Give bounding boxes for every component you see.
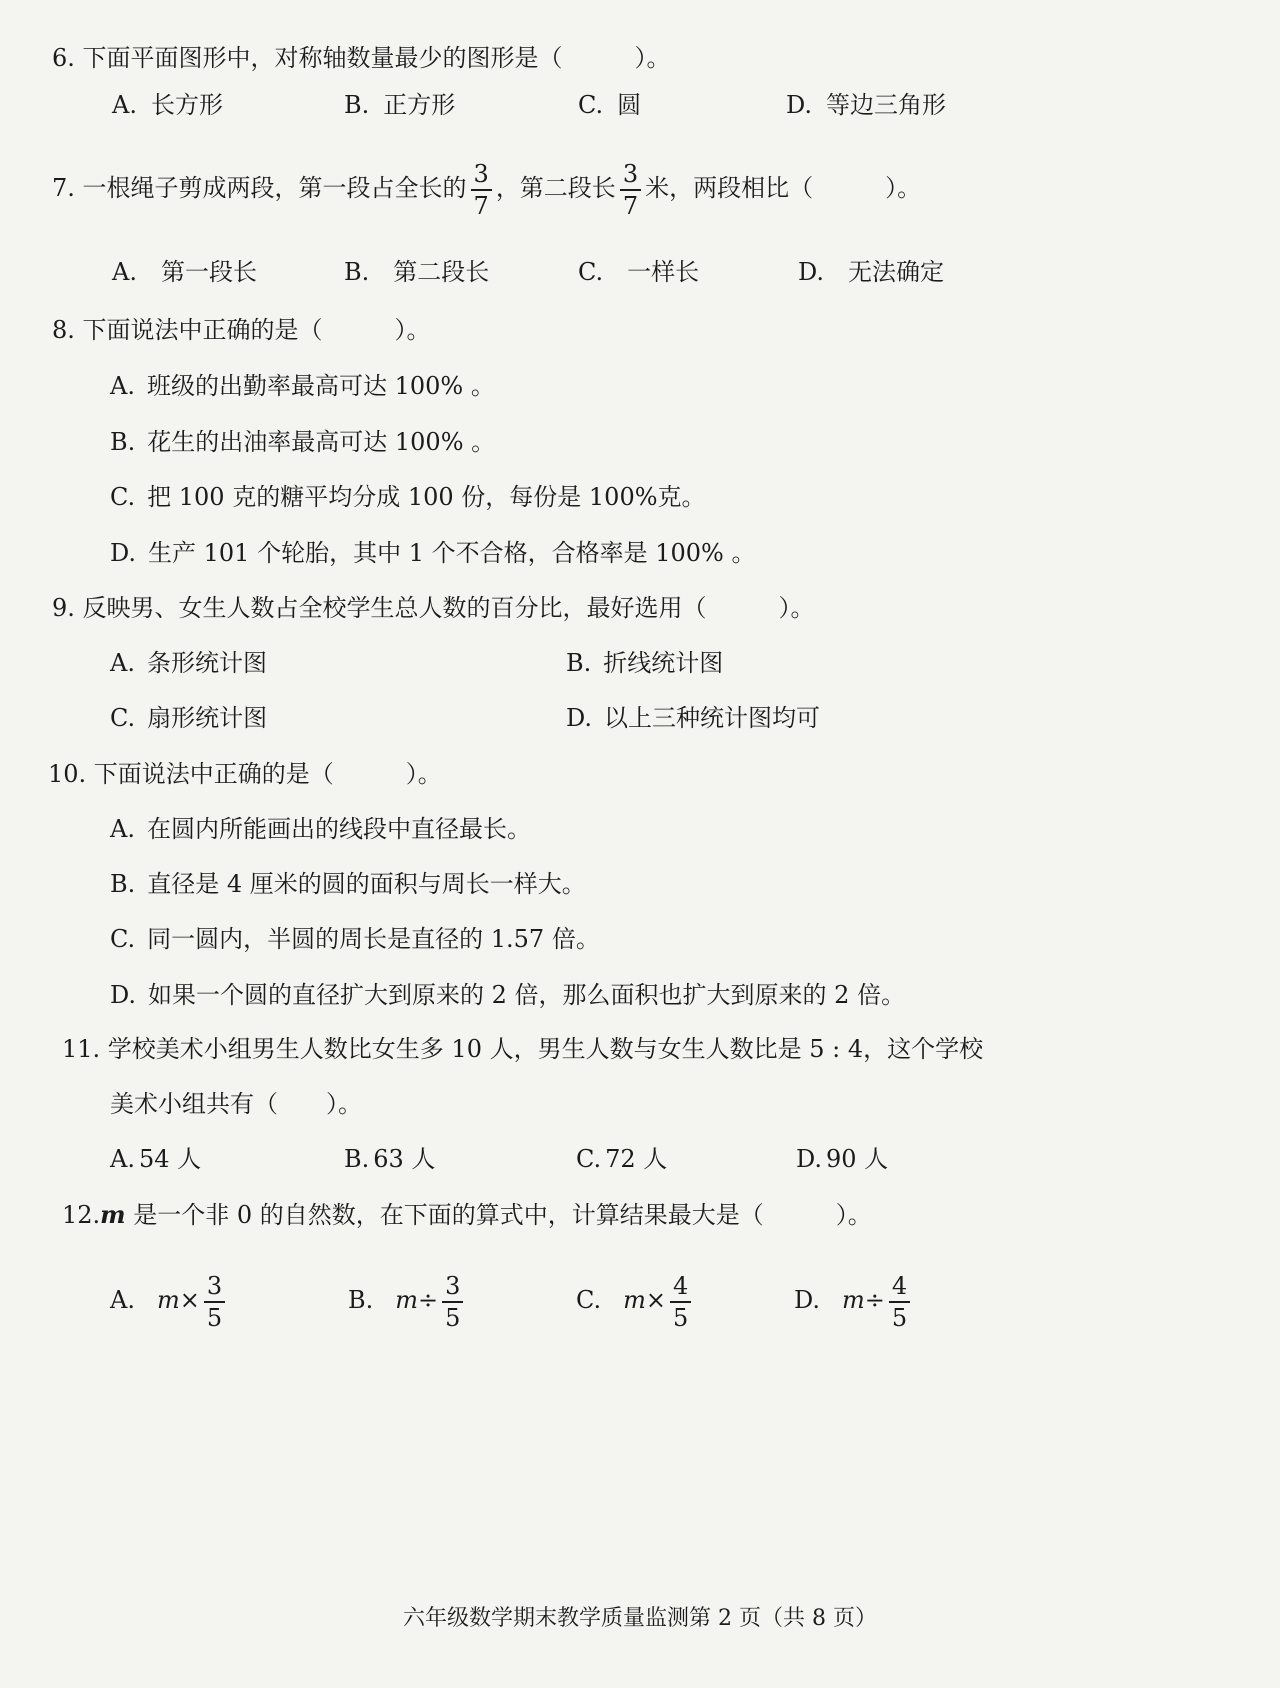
option-text: 长方形 xyxy=(150,91,223,119)
option-label: D. xyxy=(794,1286,821,1314)
question-7-stem-part-2: ，第二段长 xyxy=(495,174,616,202)
option-operator: ÷ xyxy=(864,1286,885,1314)
question-6-option-d xyxy=(786,89,946,121)
option-text: 等边三角形 xyxy=(826,91,947,119)
option-label: A. xyxy=(110,815,135,843)
question-11-option-b xyxy=(344,1143,435,1175)
option-text: 63 人 xyxy=(373,1145,436,1173)
option-label: B. xyxy=(344,258,370,286)
option-variable: m xyxy=(156,1286,180,1314)
question-12-stem-text: 是一个非 0 的自然数，在下面的算式中，计算结果最大是（ ）。 xyxy=(125,1201,872,1229)
option-label: B. xyxy=(344,1145,370,1173)
question-10-stem: 10. 下面说法中正确的是（ ）。 xyxy=(48,760,442,788)
option-text: 第二段长 xyxy=(393,258,490,286)
option-label: C. xyxy=(110,483,136,511)
option-operator: × xyxy=(645,1286,667,1314)
fraction-denominator: 5 xyxy=(673,1303,689,1332)
option-variable: m xyxy=(395,1286,419,1314)
question-12-option-a xyxy=(110,1268,229,1333)
question-11-stem-line-1: 11. 学校美术小组男生人数比女生多 10 人，男生人数与女生人数比是 5 : 4，这个学校 xyxy=(62,1035,984,1063)
question-6-stem: 6. 下面平面图形中，对称轴数量最少的图形是（ ）。 xyxy=(52,44,671,72)
option-label: C. xyxy=(578,258,604,286)
question-10-option-c xyxy=(110,923,600,955)
question-11-stem-line-2: 美术小组共有（ ）。 xyxy=(110,1090,362,1118)
option-operator: ÷ xyxy=(418,1286,439,1314)
question-7-fraction-2 xyxy=(620,159,641,221)
option-label: C. xyxy=(110,704,136,732)
option-text: 如果一个圆的直径扩大到原来的 2 倍，那么面积也扩大到原来的 2 倍。 xyxy=(148,981,906,1009)
option-label: A. xyxy=(112,91,137,119)
option-fraction xyxy=(889,1271,910,1333)
question-7-stem-part-3: 米，两段相比（ ）。 xyxy=(645,174,922,202)
question-7-options xyxy=(0,256,1280,288)
fraction-denominator: 7 xyxy=(622,191,639,220)
option-label: B. xyxy=(566,649,592,677)
question-12-option-b xyxy=(348,1268,467,1333)
option-label: A. xyxy=(110,649,135,677)
question-12-option-d xyxy=(794,1268,914,1333)
question-7-option-b xyxy=(344,256,489,288)
question-9-option-c xyxy=(110,702,267,734)
option-label: B. xyxy=(110,870,136,898)
fraction-denominator: 5 xyxy=(445,1303,461,1332)
question-6-option-a xyxy=(112,89,223,121)
fraction-denominator: 7 xyxy=(473,191,489,220)
question-7-option-d xyxy=(798,256,944,288)
question-10-option-d xyxy=(110,979,905,1011)
question-9-option-b xyxy=(566,647,723,679)
option-fraction xyxy=(204,1271,225,1333)
question-12-stem xyxy=(62,1199,872,1231)
question-9-stem: 9. 反映男、女生人数占全校学生总人数的百分比，最好选用（ ）。 xyxy=(52,594,815,622)
option-text: 72 人 xyxy=(605,1145,668,1173)
question-7-fraction-1 xyxy=(471,159,492,221)
fraction-numerator: 4 xyxy=(889,1271,910,1303)
option-text: 生产 101 个轮胎，其中 1 个不合格，合格率是 100% 。 xyxy=(148,539,756,567)
option-text: 同一圆内，半圆的周长是直径的 1.57 倍。 xyxy=(147,925,600,953)
fraction-denominator: 5 xyxy=(206,1303,223,1332)
option-text: 把 100 克的糖平均分成 100 份，每份是 100%克。 xyxy=(147,483,706,511)
option-label: A. xyxy=(110,1286,135,1314)
option-text: 以上三种统计图均可 xyxy=(604,704,821,732)
option-fraction xyxy=(442,1271,463,1333)
question-6-option-b xyxy=(344,89,455,121)
option-label: B. xyxy=(348,1286,374,1314)
option-label: A. xyxy=(110,1145,135,1173)
option-text: 花生的出油率最高可达 100% 。 xyxy=(147,428,496,456)
option-label: B. xyxy=(344,91,370,119)
option-fraction xyxy=(670,1271,691,1333)
option-label: D. xyxy=(110,981,137,1009)
option-label: D. xyxy=(110,539,137,567)
question-6-option-c xyxy=(578,89,641,121)
page-footer: 六年级数学期末教学质量监测第 2 页（共 8 页） xyxy=(403,1606,877,1631)
option-text: 班级的出勤率最高可达 100% 。 xyxy=(146,372,495,400)
question-7-stem xyxy=(52,156,921,221)
option-text: 在圆内所能画出的线段中直径最长。 xyxy=(146,815,531,843)
question-7-option-c xyxy=(578,256,699,288)
question-6-options xyxy=(0,89,1280,121)
question-10-option-a xyxy=(110,813,531,845)
question-9-option-a xyxy=(110,647,267,679)
option-text: 一样长 xyxy=(627,258,700,286)
option-label: D. xyxy=(796,1145,823,1173)
fraction-denominator: 5 xyxy=(891,1303,908,1332)
option-text: 第一段长 xyxy=(160,258,257,286)
fraction-numerator: 3 xyxy=(471,159,492,191)
option-text: 直径是 4 厘米的圆的面积与周长一样大。 xyxy=(147,870,586,898)
question-7-stem-part-1: 7. 一根绳子剪成两段，第一段占全长的 xyxy=(52,174,467,202)
option-text: 正方形 xyxy=(383,91,456,119)
option-label: D. xyxy=(786,91,813,119)
question-12-option-c xyxy=(576,1268,695,1333)
fraction-numerator: 3 xyxy=(442,1271,463,1303)
option-label: C. xyxy=(576,1145,602,1173)
option-label: A. xyxy=(110,372,135,400)
option-label: D. xyxy=(798,258,825,286)
option-text: 54 人 xyxy=(138,1145,202,1173)
option-text: 折线统计图 xyxy=(603,649,724,677)
question-9-option-d xyxy=(566,702,820,734)
fraction-numerator: 3 xyxy=(620,159,641,191)
option-label: C. xyxy=(578,91,604,119)
question-12-variable: m xyxy=(100,1200,126,1229)
option-text: 90 人 xyxy=(826,1145,889,1173)
option-text: 圆 xyxy=(617,91,642,119)
question-8-option-b xyxy=(110,426,495,458)
option-text: 条形统计图 xyxy=(146,649,267,677)
question-7-option-a xyxy=(112,256,257,288)
question-8-stem: 8. 下面说法中正确的是（ ）。 xyxy=(52,316,431,344)
question-10-option-b xyxy=(110,868,586,900)
option-label: B. xyxy=(110,428,136,456)
fraction-numerator: 3 xyxy=(204,1271,225,1303)
option-variable: m xyxy=(623,1286,646,1314)
question-11-option-a xyxy=(110,1143,201,1175)
question-8-option-a xyxy=(110,370,495,402)
question-8-option-c xyxy=(110,481,706,513)
question-11-option-d xyxy=(796,1143,888,1175)
option-label: A. xyxy=(112,258,137,286)
question-8-option-d xyxy=(110,537,755,569)
option-text: 扇形统计图 xyxy=(147,704,268,732)
option-text: 无法确定 xyxy=(848,258,945,286)
question-11-options xyxy=(0,1143,1280,1175)
option-variable: m xyxy=(842,1286,865,1314)
fraction-numerator: 4 xyxy=(670,1271,691,1303)
question-11-option-c xyxy=(576,1143,667,1175)
option-label: C. xyxy=(576,1286,602,1314)
option-label: C. xyxy=(110,925,136,953)
option-operator: × xyxy=(179,1286,200,1314)
question-12-number: 12. xyxy=(62,1201,101,1229)
option-label: D. xyxy=(566,704,593,732)
